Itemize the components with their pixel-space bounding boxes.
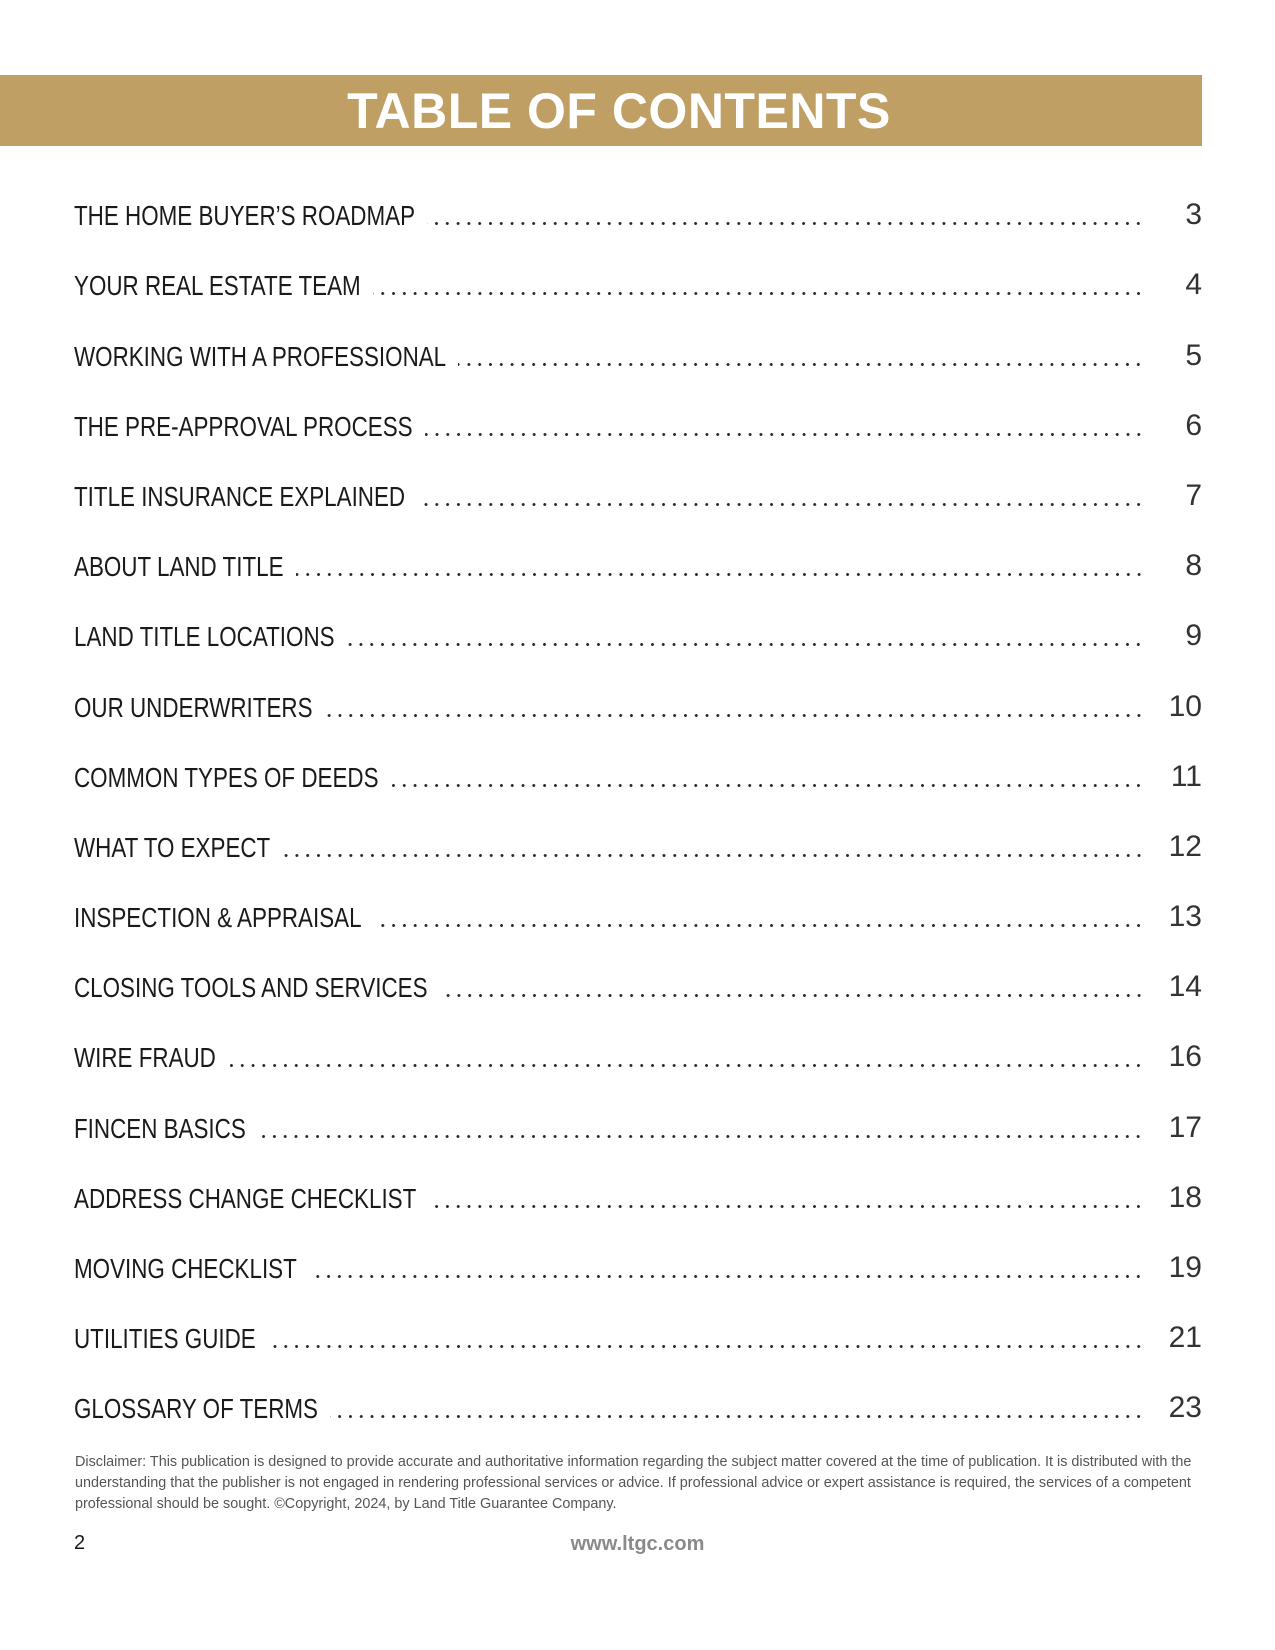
dot-leader — [268, 1345, 1144, 1348]
toc-entry-page-number: 8 — [1185, 549, 1202, 583]
toc-entry[interactable] — [74, 667, 1202, 737]
dot-leader — [283, 854, 1144, 857]
toc-entry-title: LAND TITLE LOCATIONS — [74, 621, 335, 653]
dot-leader — [390, 784, 1144, 787]
toc-entry-title: ABOUT LAND TITLE — [74, 551, 284, 583]
toc-entry-title: COMMON TYPES OF DEEDS — [74, 761, 379, 793]
toc-entry-page-number: 23 — [1168, 1391, 1202, 1425]
toc-entry-title: YOUR REAL ESTATE TEAM — [74, 270, 361, 302]
dot-leader — [325, 714, 1144, 717]
toc-entry[interactable] — [74, 597, 1202, 667]
toc-entry[interactable] — [74, 1369, 1202, 1439]
dot-leader — [374, 924, 1144, 927]
toc-entry-title: THE PRE-APPROVAL PROCESS — [74, 410, 413, 442]
toc-entry-title: INSPECTION & APPRAISAL — [74, 902, 362, 934]
toc-entry[interactable] — [74, 878, 1202, 948]
toc-entry[interactable] — [74, 316, 1202, 386]
dot-leader — [425, 433, 1144, 436]
dot-leader — [296, 573, 1145, 576]
toc-entry-page-number: 17 — [1168, 1110, 1202, 1144]
toc-entry[interactable] — [74, 387, 1202, 457]
disclaimer: Disclaimer: This publication is designed to provide accurate and authoritative information regarding the subject matter covered at the time of publication. It is distributed with the understanding that the publisher is not engaged in rendering professional services or advice. If professional advice or expert assistance is required, the services of a competent professional should be sought. ©Copyright, 2024, by Land Title Guarantee Company. — [75, 1454, 1192, 1512]
toc-entry-page-number: 14 — [1168, 970, 1202, 1004]
toc-entry[interactable] — [74, 457, 1202, 527]
footer-url-text[interactable]: www.ltgc.com — [570, 1533, 705, 1555]
toc-entry-title: CLOSING TOOLS AND SERVICES — [74, 972, 428, 1004]
footer-url[interactable] — [0, 1533, 1275, 1556]
dot-leader — [373, 292, 1144, 295]
toc-entry[interactable] — [74, 1159, 1202, 1229]
page-title: TABLE OF CONTENTS — [347, 82, 891, 139]
dot-leader — [428, 1205, 1144, 1208]
toc-entry[interactable] — [74, 948, 1202, 1018]
toc-entry[interactable] — [74, 808, 1202, 878]
toc-entry-page-number: 12 — [1168, 829, 1202, 863]
toc-entry[interactable] — [74, 1229, 1202, 1299]
dot-leader — [427, 222, 1144, 225]
toc-entry[interactable] — [74, 1088, 1202, 1158]
toc-entry-page-number: 7 — [1185, 478, 1202, 512]
title-banner — [0, 75, 1202, 146]
toc-entry-title: ADDRESS CHANGE CHECKLIST — [74, 1182, 417, 1214]
toc-entry[interactable] — [74, 1018, 1202, 1088]
toc-entry-title: MOVING CHECKLIST — [74, 1253, 297, 1284]
footer-page-number: 2 — [74, 1532, 86, 1554]
toc-entry[interactable] — [74, 246, 1202, 316]
dot-leader — [330, 1415, 1144, 1418]
toc-entry-title: GLOSSARY OF TERMS — [74, 1393, 318, 1425]
toc-entry-page-number: 21 — [1168, 1321, 1202, 1355]
toc-entry-title: TITLE INSURANCE EXPLAINED — [74, 480, 406, 512]
toc-entry-page-number: 3 — [1185, 198, 1202, 232]
toc-entry[interactable] — [74, 527, 1202, 597]
toc-entry[interactable] — [74, 1299, 1202, 1369]
dot-leader — [257, 1135, 1144, 1138]
toc-entry-page-number: 10 — [1168, 689, 1202, 723]
toc-entry-page-number: 9 — [1185, 619, 1202, 653]
toc-entry-page-number: 5 — [1185, 338, 1202, 372]
toc-entry-page-number: 11 — [1170, 759, 1202, 793]
dot-leader — [440, 994, 1145, 997]
toc-entry-page-number: 13 — [1168, 900, 1202, 934]
toc-entry-title: WIRE FRAUD — [74, 1042, 216, 1074]
toc-entry-page-number: 16 — [1168, 1040, 1202, 1074]
toc-entry[interactable] — [74, 738, 1202, 808]
toc-entry-page-number: 4 — [1185, 268, 1202, 302]
dot-leader — [458, 363, 1144, 366]
toc-entry-page-number: 6 — [1185, 408, 1202, 442]
toc-entry[interactable] — [74, 176, 1202, 246]
toc-entry-title: FINCEN BASICS — [74, 1112, 246, 1144]
toc-entry-title: THE HOME BUYER’S ROADMAP — [74, 200, 416, 232]
dot-leader — [228, 1064, 1144, 1067]
toc-entry-page-number: 18 — [1168, 1180, 1202, 1214]
toc-entry-title: WHAT TO EXPECT — [74, 831, 271, 863]
dot-leader — [346, 643, 1144, 646]
toc-entry-title: OUR UNDERWRITERS — [74, 691, 313, 723]
toc-entry-title: WORKING WITH A PROFESSIONAL — [74, 340, 447, 372]
toc-entry-title: UTILITIES GUIDE — [74, 1323, 256, 1355]
table-of-contents — [74, 176, 1202, 1439]
toc-entry-page-number: 19 — [1168, 1251, 1202, 1284]
dot-leader — [417, 503, 1144, 506]
dot-leader — [309, 1275, 1144, 1278]
